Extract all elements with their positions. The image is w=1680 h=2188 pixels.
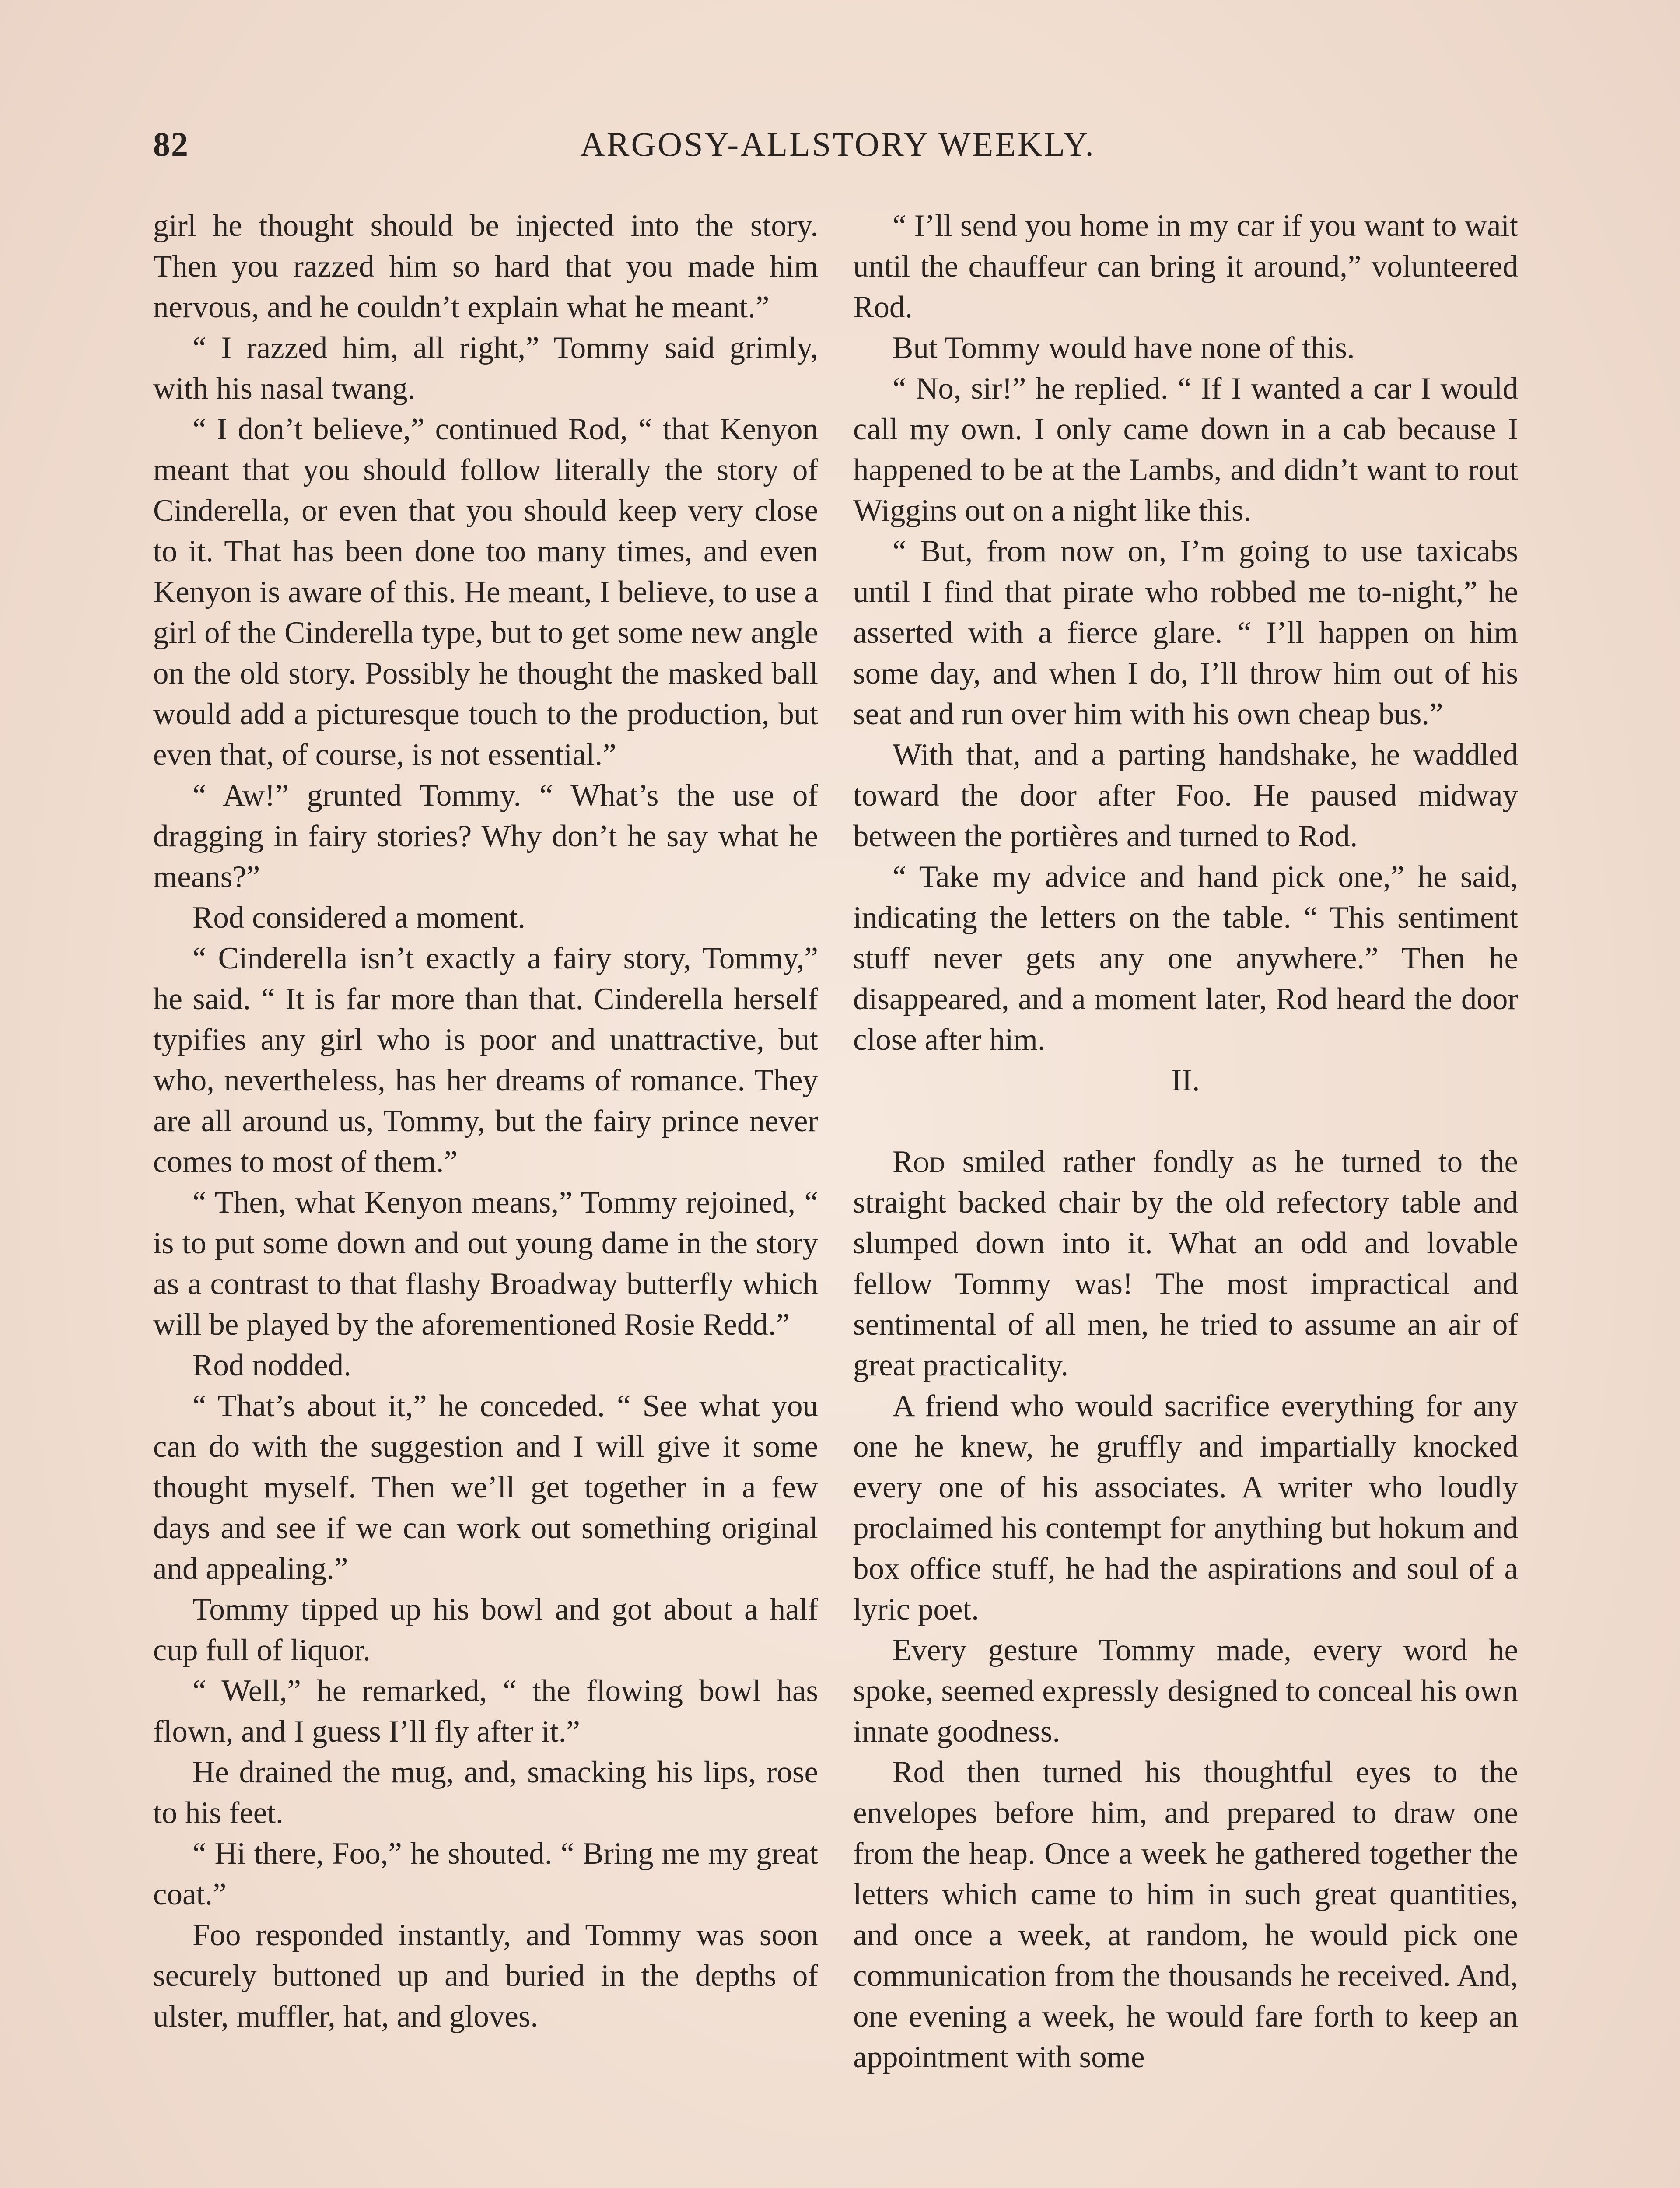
paragraph: “ Then, what Kenyon means,” Tommy rejoined, “ is to put some down and out young dame in the story as a contrast to that flashy Broadway butterfly which will be played by the aforementioned Rosie Redd.”	[153, 1185, 818, 1342]
paragraph: “ Cinderella isn’t exactly a fairy story, Tommy,” he said. “ It is far more than that. Cinderella herself typifies any girl who is poor and unattractive, but who, nevertheless, has her dreams of romance. They are all around us, Tommy, but the fairy prince never comes to most of them.”	[153, 941, 818, 1179]
running-head: ARGOSY-ALLSTORY WEEKLY.	[580, 125, 1096, 163]
paragraph: Foo responded instantly, and Tommy was soon securely buttoned up and buried in the depths of ulster, muffler, hat, and gloves.	[153, 1918, 818, 2034]
paragraph: Every gesture Tommy made, every word he spoke, seemed expressly designed to conceal his own innate goodness.	[853, 1633, 1518, 1749]
paragraph: “ That’s about it,” he conceded. “ See what you can do with the suggestion and I will give it some thought myself. Then we’ll get together in a few days and see if we can work out something original and appealing.”	[153, 1389, 818, 1586]
paragraph: Rod nodded.	[192, 1348, 351, 1382]
paragraph: “ I razzed him, all right,” Tommy said grimly, with his nasal twang.	[153, 331, 818, 406]
paragraph: “ Aw!” grunted Tommy. “ What’s the use of dragging in fairy stories? Why don’t he say what he means?”	[153, 778, 818, 894]
paragraph: “ I’ll send you home in my car if you want to wait until the chauffeur can bring it around,” volunteered Rod.	[853, 209, 1518, 324]
section-first-paragraph	[853, 1142, 1518, 1386]
page-number: 82	[153, 125, 189, 163]
page-header	[153, 125, 1522, 177]
paragraph: “ I don’t believe,” continued Rod, “ that Kenyon meant that you should follow literally the story of Cinderella, or even that you should keep very close to it. That has been done too many times, and even Kenyon is aware of this. He meant, I believe, to use a girl of the Cinderella type, but to get some new angle on the old story. Possibly he thought the masked ball would add a picturesque touch to the production, but even that, of course, is not essential.”	[153, 412, 818, 772]
paragraph: “ Take my advice and hand pick one,” he said, indicating the letters on the table. “ This sentiment stuff never gets any one anywhere.” Then he disappeared, and a moment later, Rod heard the door close after him.	[853, 860, 1518, 1057]
paragraph: But Tommy would have none of this.	[892, 331, 1355, 365]
paragraph: girl he thought should be injected into the story. Then you razzed him so hard that you made him nervous, and he couldn’t explain what he meant.”	[153, 209, 818, 324]
paragraph: A friend who would sacrifice everything for any one he knew, he gruffly and impartially knocked every one of his associates. A writer who loudly proclaimed his contempt for anything but hokum and box office stuff, he had the aspirations and soul of a lyric poet.	[853, 1389, 1518, 1627]
paragraph: “ Well,” he remarked, “ the flowing bowl has flown, and I guess I’ll fly after it.”	[153, 1674, 818, 1749]
paragraph: “ Hi there, Foo,” he shouted. “ Bring me my great coat.”	[153, 1837, 818, 1911]
paragraph: “ No, sir!” he replied. “ If I wanted a car I would call my own. I only came down in a cab because I happened to be at the Lambs, and didn’t want to rout Wiggins out on a night like this.	[853, 372, 1518, 528]
section-heading: II.	[1171, 1063, 1200, 1098]
section-first-text: smiled rather fondly as he turned to the straight backed chair by the old refectory table and slumped down into it. What an odd and lovable fellow Tommy was! The most impractical and sentimental of all men, he tried to assume an air of great practicality.	[853, 1145, 1518, 1382]
left-column	[153, 206, 818, 2188]
paragraph: With that, and a parting handshake, he waddled toward the door after Foo. He paused midway between the portières and turned to Rod.	[853, 738, 1518, 853]
paragraph: Tommy tipped up his bowl and got about a half cup full of liquor.	[153, 1592, 818, 1667]
paragraph: Rod considered a moment.	[192, 901, 526, 935]
paragraph: “ But, from now on, I’m going to use taxicabs until I find that pirate who robbed me to-night,” he asserted with a fierce glare. “ I’ll happen on him some day, and when I do, I’ll throw him out of his seat and run over him with his own cheap bus.”	[853, 534, 1518, 731]
paragraph: He drained the mug, and, smacking his lips, rose to his feet.	[153, 1755, 818, 1830]
right-column	[853, 206, 1518, 2188]
section-lead-word: Rod	[892, 1145, 945, 1179]
paragraph: Rod then turned his thoughtful eyes to the envelopes before him, and prepared to draw one from the heap. Once a week he gathered together the letters which came to him in such great quantities, and once a week, at random, he would pick one communication from the thousands he received. And, one evening a week, he would fare forth to keep an appointment with some	[853, 1755, 1518, 2074]
